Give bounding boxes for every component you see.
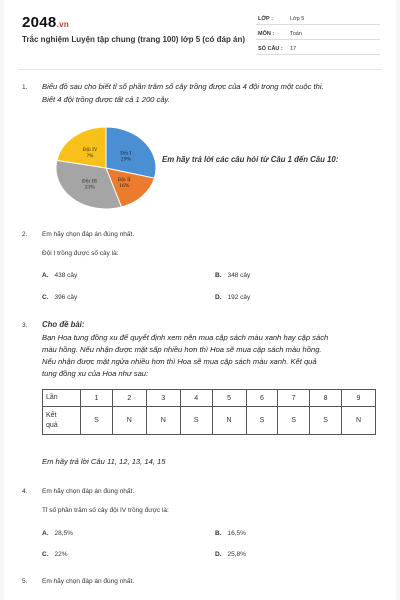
question-4-text: Tỉ số phần trăm số cây đội IV trồng được là: xyxy=(42,507,169,514)
table-cell: S xyxy=(310,407,342,435)
option-text: 28,5% xyxy=(54,530,73,537)
option-a[interactable] xyxy=(42,530,73,537)
option-a[interactable] xyxy=(42,272,77,279)
option-text: 348 cây xyxy=(227,272,251,279)
question-1-line-1: Biểu đồ sau cho biết tỉ số phần trăm số cây trồng được của 4 đội trong một cuộc thi. xyxy=(42,82,324,91)
table-cell: 4 xyxy=(180,390,212,407)
meta-key: MÔN : xyxy=(258,31,275,37)
pie-chart xyxy=(54,126,158,210)
option-b[interactable] xyxy=(215,272,250,279)
question-3-line-4: tung đồng xu của Hoa như sau: xyxy=(42,369,149,378)
pie-slice-label: Đội III xyxy=(82,179,97,185)
meta-subject xyxy=(256,29,380,40)
table-cell: S xyxy=(81,407,113,435)
question-2-prompt: Em hãy chọn đáp án đúng nhất. xyxy=(42,231,135,238)
table-cell: 6 xyxy=(246,390,278,407)
page-title: Trắc nghiệm Luyện tập chung (trang 100) lớp 5 (có đáp án) xyxy=(22,35,246,44)
table-cell: S xyxy=(278,407,310,435)
table-cell: 1 xyxy=(81,390,113,407)
meta-key: LỚP : xyxy=(258,16,273,22)
site-logo[interactable] xyxy=(22,14,69,31)
question-5-number: 5. xyxy=(22,578,28,585)
question-3-heading: Cho đề bài: xyxy=(42,320,85,329)
option-text: 22% xyxy=(54,551,68,558)
table-cell: 3 xyxy=(146,390,180,407)
option-letter: C. xyxy=(42,551,49,558)
option-letter: C. xyxy=(42,294,49,301)
question-3-number: 3. xyxy=(22,322,28,329)
pie-slice-label: Đội I xyxy=(120,151,132,157)
option-letter: B. xyxy=(215,272,222,279)
meta-key: SỐ CÂU : xyxy=(258,46,283,52)
question-1-line-2: Biết 4 đội trồng được tất cả 1 200 cây. xyxy=(42,95,170,104)
table-row-head xyxy=(43,407,81,435)
pie-slice-value-label: 16% xyxy=(119,184,130,190)
meta-value: Lớp 5 xyxy=(290,16,305,22)
question-5-prompt: Em hãy chọn đáp án đúng nhất. xyxy=(42,578,135,585)
option-text: 438 cây xyxy=(54,272,78,279)
option-text: 16,5% xyxy=(227,530,246,537)
table-cell: 2 xyxy=(112,390,146,407)
table-row-head-line-1: Kết xyxy=(46,411,57,419)
question-1-number: 1. xyxy=(22,84,28,91)
question-3-line-2: màu hồng. Nếu nhận được mặt sấp nhiều hơn thì Hoa sẽ mua cặp sách màu hồng. xyxy=(42,345,322,354)
question-4-prompt: Em hãy chọn đáp án đúng nhất. xyxy=(42,488,135,495)
pie-slice-label: Đội II xyxy=(117,178,131,184)
meta-value: Toán xyxy=(290,31,302,37)
table-cell: S xyxy=(180,407,212,435)
table-cell: 7 xyxy=(278,390,310,407)
question-2-text: Đội I trồng được số cây là: xyxy=(42,250,119,257)
option-letter: A. xyxy=(42,272,49,279)
table-cell: N xyxy=(212,407,246,435)
option-d[interactable] xyxy=(215,294,250,301)
option-letter: B. xyxy=(215,530,222,537)
option-c[interactable] xyxy=(42,551,68,558)
option-letter: A. xyxy=(42,530,49,537)
option-letter: D. xyxy=(215,551,222,558)
pie-slice xyxy=(57,127,106,168)
table-cell: N xyxy=(341,407,375,435)
option-text: 396 cây xyxy=(54,294,78,301)
question-2-number: 2. xyxy=(22,231,28,238)
pie-slice-label: Đội IV xyxy=(82,148,98,154)
logo-suffix: .vn xyxy=(56,20,70,29)
option-text: 192 cây xyxy=(227,294,251,301)
table-cell: 8 xyxy=(310,390,342,407)
table-cell: S xyxy=(246,407,278,435)
header-divider xyxy=(18,69,382,70)
meta-count xyxy=(256,44,380,55)
option-letter: D. xyxy=(215,294,222,301)
pie-slice-value-label: 29% xyxy=(120,157,131,163)
table-row-head-line-2: quả xyxy=(46,421,58,429)
option-b[interactable] xyxy=(215,530,246,537)
pie-slice-value-label: 33% xyxy=(84,185,95,191)
option-text: 25,8% xyxy=(227,551,246,558)
logo-main: 2048 xyxy=(22,14,57,31)
document-page xyxy=(4,0,396,600)
question-4-number: 4. xyxy=(22,488,28,495)
table-row-head: Lần xyxy=(43,390,81,407)
question-3-footer: Em hãy trả lời Câu 11, 12, 13, 14, 15 xyxy=(42,457,166,466)
question-3-line-3: Nếu nhận được mặt ngửa nhiều hơn thì Hoa sẽ mua cặp sách màu xanh. Kết quả xyxy=(42,357,317,366)
table-cell: N xyxy=(112,407,146,435)
meta-value: 17 xyxy=(290,46,297,52)
table-cell: 5 xyxy=(212,390,246,407)
pie-slice-value-label: ?% xyxy=(86,154,94,160)
option-c[interactable] xyxy=(42,294,77,301)
chart-side-instruction: Em hãy trả lời các câu hỏi từ Câu 1 đến Câu 10: xyxy=(162,155,339,164)
question-3-line-1: Bạn Hoa tung đồng xu để quyết định xem nên mua cặp sách màu xanh hay cặp sách xyxy=(42,333,329,342)
meta-class xyxy=(256,14,380,25)
table-cell: 9 xyxy=(341,390,375,407)
coin-toss-table xyxy=(42,389,376,435)
option-d[interactable] xyxy=(215,551,246,558)
table-cell: N xyxy=(146,407,180,435)
